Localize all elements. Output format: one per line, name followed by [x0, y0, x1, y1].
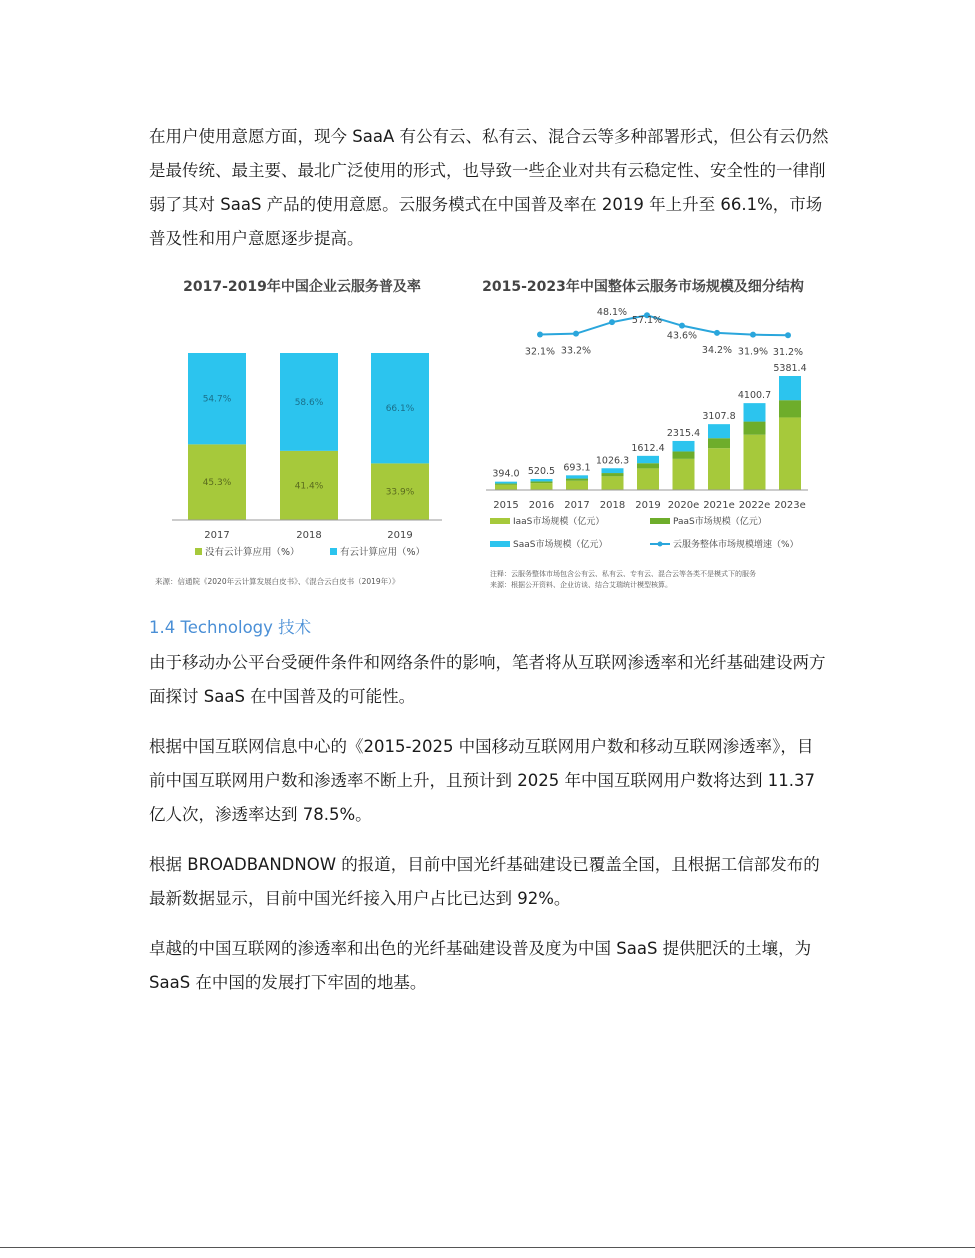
chart1-legend-label-1: 有云计算应用（%）: [340, 547, 426, 558]
chart2-growth-label-3: 57.1%: [631, 315, 663, 327]
chart2-bar-2019-s1: [637, 463, 659, 468]
chart2-bar-2017-s1: [566, 479, 588, 481]
chart1-title: 2017-2019年中国企业云服务普及率: [183, 279, 421, 295]
chart2-tick-2015: 2015: [493, 500, 519, 511]
chart2-legend-swatch-2: [490, 541, 510, 547]
chart2-bar-2015-s0: [495, 485, 517, 490]
chart2-growth-label-2: 48.1%: [596, 307, 628, 319]
chart1-value-2017-s0: 45.3%: [202, 478, 232, 489]
chart2-growth-label-7: 31.2%: [772, 347, 804, 359]
chart2-tick-2020e: 2020e: [667, 500, 700, 511]
page-bottom-rule: [0, 1247, 975, 1248]
chart2-bar-2016-s0: [531, 483, 553, 490]
chart2-growth-point-2: [609, 319, 615, 325]
chart2-bar-2017-s0: [566, 481, 588, 490]
chart1-value-2019-s1: 66.1%: [385, 404, 415, 415]
chart2-tick-2019: 2019: [635, 500, 661, 511]
chart2-bar-2021e-s0: [708, 448, 730, 490]
chart1-value-2019-s0: 33.9%: [385, 487, 415, 498]
chart2-growth-point-0: [537, 332, 543, 338]
chart2-growth-label-1: 33.2%: [560, 345, 592, 357]
chart1-tick-2017: 2017: [204, 530, 230, 541]
chart2-tick-2023e: 2023e: [774, 500, 806, 511]
chart2-tick-2018: 2018: [599, 500, 626, 511]
chart2-growth-point-4: [679, 323, 685, 329]
chart2-note: 注释：云服务整体市场包含公有云、私有云、专有云、混合云等各类不是模式下的服务: [490, 570, 756, 578]
chart2-bar-2021e-s2: [708, 424, 730, 438]
chart2-legend-dot: [658, 542, 663, 547]
chart2-tick-2022e: 2022e: [738, 500, 771, 511]
chart2-tick-2021e: 2021e: [703, 500, 735, 511]
chart2-bar-2018-s2: [602, 468, 624, 473]
chart2-tick-2017: 2017: [564, 500, 590, 511]
chart2-bar-2023e-s0: [779, 417, 801, 490]
chart2-bar-2018-s0: [602, 476, 624, 490]
chart2-bar-2023e-s2: [779, 376, 801, 400]
chart2-tick-2016: 2016: [528, 500, 555, 511]
chart2-bar-2016-s1: [531, 481, 553, 483]
chart2-growth-point-5: [714, 330, 720, 336]
chart2-total-2020e: 2315.4: [666, 427, 701, 439]
chart2-bar-2017-s2: [566, 475, 588, 478]
paragraph-technology-intro: 由于移动办公平台受硬件条件和网络条件的影响，笔者将从互联网渗透率和光纤基础建设两方面探讨 SaaS 在中国普及的可能性。: [149, 653, 826, 706]
chart-enterprise-cloud-penetration: [155, 278, 442, 586]
chart1-tick-2018: 2018: [296, 530, 322, 541]
chart2-legend: [490, 515, 799, 550]
chart2-growth-point-7: [785, 332, 791, 338]
chart2-growth-label-4: 43.6%: [666, 330, 698, 342]
paragraph-fiber: 根据 BROADBANDNOW 的报道，目前中国光纤基础建设已覆盖全国，且根据工信部发布的最新数据显示，目前中国光纤接入用户占比已达到 92%。: [149, 855, 820, 908]
chart1-value-2018-s0: 41.4%: [294, 481, 324, 492]
chart2-title: 2015-2023年中国整体云服务市场规模及细分结构: [482, 279, 804, 295]
chart2-bar-2022e-s0: [744, 435, 766, 490]
chart2-bar-2020e-s1: [673, 451, 695, 458]
chart2-total-2018: 1026.3: [595, 455, 630, 467]
chart2-total-2021e: 3107.8: [702, 411, 736, 423]
chart2-legend-swatch-0: [490, 518, 510, 524]
chart2-total-2023e: 5381.4: [773, 363, 807, 374]
chart2-growth-point-1: [573, 331, 579, 337]
chart2-bar-2016-s2: [531, 479, 553, 481]
chart2-total-2022e: 4100.7: [737, 390, 772, 402]
chart1-legend-swatch-1: [330, 548, 337, 555]
chart2-growth-label-6: 31.9%: [737, 346, 769, 358]
chart2-bar-2019-s0: [637, 468, 659, 490]
chart2-legend-label-1: PaaS市场规模（亿元）: [673, 517, 767, 527]
chart2-legend-label-3: 云服务整体市场规模增速（%）: [673, 540, 799, 550]
chart2-bar-2020e-s2: [673, 441, 695, 451]
chart1-value-2017-s1: 54.7%: [202, 394, 232, 405]
paragraph-internet-users: 根据中国互联网信息中心的《2015-2025 中国移动互联网用户数和移动互联网渗透率》，目前中国互联网用户数和渗透率不断上升，且预计到 2025 年中国互联网用户数将达到 11.37 亿人次，渗透率达到 78.5%。: [149, 737, 815, 824]
chart1-tick-2019: 2019: [387, 530, 413, 541]
paragraph-conclusion: 卓越的中国互联网的渗透率和出色的光纤基础建设普及度为中国 SaaS 提供肥沃的土壤，为 SaaS 在中国的发展打下牢固的地基。: [149, 939, 812, 992]
chart2-bar-2023e-s1: [779, 400, 801, 417]
chart2-total-2015: 394.0: [492, 468, 520, 480]
chart2-bar-2019-s2: [637, 456, 659, 463]
chart2-bar-2021e-s1: [708, 438, 730, 448]
chart2-bar-2018-s1: [602, 473, 624, 476]
chart-cloud-market-size: [482, 278, 808, 589]
chart2-bar-2015-s2: [495, 482, 517, 484]
figure-cloud-charts: [150, 268, 832, 596]
chart1-value-2018-s1: 58.6%: [294, 397, 324, 408]
chart2-legend-label-2: SaaS市场规模（亿元）: [513, 540, 608, 550]
chart2-total-2019: 1612.4: [631, 442, 665, 454]
chart2-bar-2020e-s0: [673, 459, 695, 490]
section-heading-technology: 1.4 Technology 技术: [149, 618, 312, 637]
chart1-legend-swatch-0: [195, 548, 202, 555]
charts-svg: [150, 268, 832, 596]
chart1-source: 来源：信通院《2020年云计算发展白皮书》、《混合云白皮书（2019年）》: [155, 577, 400, 586]
chart2-bar-2022e-s1: [744, 422, 766, 435]
chart2-bar-2015-s1: [495, 484, 517, 485]
chart2-growth-label-0: 32.1%: [524, 346, 556, 358]
chart2-source: 来源：根据公开资料、企业访谈、结合艾瑞统计模型核算。: [490, 581, 672, 589]
chart2-growth-point-6: [750, 332, 756, 338]
chart2-growth-label-5: 34.2%: [701, 344, 733, 356]
chart2-total-2016: 520.5: [527, 465, 556, 477]
chart2-total-2017: 693.1: [563, 462, 591, 474]
chart1-legend-label-0: 没有云计算应用（%）: [205, 547, 300, 558]
paragraph-usage-intent: 在用户使用意愿方面，现今 SaaA 有公有云、私有云、混合云等多种部署形式，但公有云仍然是最传统、最主要、最北广泛使用的形式，也导致一些企业对共有云稳定性、安全性的一律削弱了其对 SaaS 产品的使用意愿。云服务模式在中国普及率在 2019 年上升至 66.1%，市场普及性和用户意愿逐步提高。: [149, 127, 829, 248]
chart1-legend: [195, 546, 425, 558]
chart2-legend-label-0: IaaS市场规模（亿元）: [513, 517, 605, 527]
chart2-legend-swatch-1: [650, 518, 670, 524]
chart2-bar-2022e-s2: [744, 403, 766, 421]
